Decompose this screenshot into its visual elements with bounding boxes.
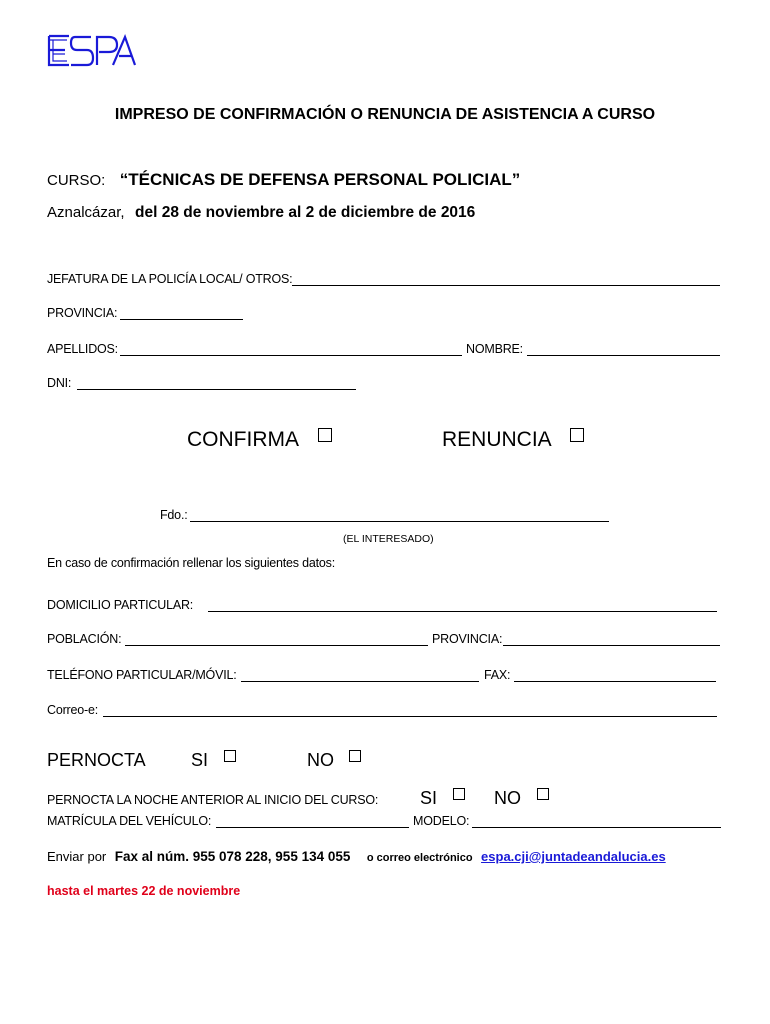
course-line (47, 170, 520, 190)
modelo-field[interactable] (472, 827, 721, 828)
espa-logo-graphic (47, 34, 137, 68)
course-dates-line (47, 204, 475, 222)
signature-caption: (EL INTERESADO) (343, 533, 434, 545)
confirma-checkbox[interactable] (318, 428, 332, 442)
course-name: “TÉCNICAS DE DEFENSA PERSONAL POLICIAL” (119, 170, 521, 189)
correo-label: Correo-e: (47, 703, 98, 717)
pernocta-anterior-no-checkbox[interactable] (537, 788, 549, 800)
pernocta-label: PERNOCTA (47, 750, 146, 770)
jefatura-label: JEFATURA DE LA POLICÍA LOCAL/ OTROS: (47, 272, 293, 286)
modelo-label: MODELO: (413, 814, 470, 828)
pernocta-anterior-no-label: NO (494, 788, 521, 808)
espa-logo (47, 34, 137, 73)
renuncia-label: RENUNCIA (442, 428, 552, 451)
send-or-email: o correo electrónico (366, 852, 473, 864)
provincia-field[interactable] (120, 319, 243, 320)
course-label: CURSO: (47, 172, 106, 189)
nombre-label: NOMBRE: (466, 342, 523, 356)
pernocta-anterior-label: PERNOCTA LA NOCHE ANTERIOR AL INICIO DEL CURSO: (47, 793, 379, 807)
pernocta-anterior-si-label: SI (420, 788, 438, 808)
email-link[interactable]: espa.cji@juntadeandalucia.es (481, 849, 666, 864)
jefatura-field[interactable] (292, 285, 720, 286)
confirm-intro: En caso de confirmación rellenar los siguientes datos: (47, 556, 335, 570)
send-fax: Fax al núm. 955 078 228, 955 134 055 (114, 849, 351, 864)
dni-label: DNI: (47, 376, 72, 390)
nombre-field[interactable] (527, 355, 720, 356)
apellidos-field[interactable] (120, 355, 462, 356)
telefono-field[interactable] (241, 681, 479, 682)
confirma-label: CONFIRMA (187, 428, 299, 451)
poblacion-label: POBLACIÓN: (47, 632, 122, 646)
provincia2-field[interactable] (503, 645, 720, 646)
pernocta-si-checkbox[interactable] (224, 750, 236, 762)
matricula-field[interactable] (216, 827, 409, 828)
form-title: IMPRESO DE CONFIRMACIÓN O RENUNCIA DE ASISTENCIA A CURSO (114, 106, 656, 123)
deadline-text: hasta el martes 22 de noviembre (47, 884, 241, 898)
pernocta-si-label: SI (191, 750, 209, 770)
provincia-label: PROVINCIA: (47, 306, 118, 320)
pernocta-no-label: NO (307, 750, 334, 770)
telefono-label: TELÉFONO PARTICULAR/MÓVIL: (47, 668, 237, 682)
matricula-label: MATRÍCULA DEL VEHÍCULO: (47, 814, 212, 828)
course-dates: del 28 de noviembre al 2 de diciembre de 2016 (135, 204, 476, 221)
course-place: Aznalcázar, (47, 204, 125, 221)
provincia2-label: PROVINCIA: (432, 632, 503, 646)
poblacion-field[interactable] (125, 645, 428, 646)
pernocta-no-checkbox[interactable] (349, 750, 361, 762)
fax-label: FAX: (484, 668, 511, 682)
correo-field[interactable] (103, 716, 717, 717)
signature-label: Fdo.: (160, 508, 188, 522)
jefatura-row (47, 272, 292, 286)
send-line (47, 848, 666, 866)
send-prefix: Enviar por (47, 849, 107, 864)
renuncia-checkbox[interactable] (570, 428, 584, 442)
domicilio-field[interactable] (208, 611, 717, 612)
domicilio-label: DOMICILIO PARTICULAR: (47, 598, 194, 612)
fax-field[interactable] (514, 681, 716, 682)
pernocta-anterior-si-checkbox[interactable] (453, 788, 465, 800)
dni-field[interactable] (77, 389, 356, 390)
apellidos-label: APELLIDOS: (47, 342, 118, 356)
signature-field[interactable] (190, 521, 609, 522)
provincia-row (47, 306, 117, 320)
